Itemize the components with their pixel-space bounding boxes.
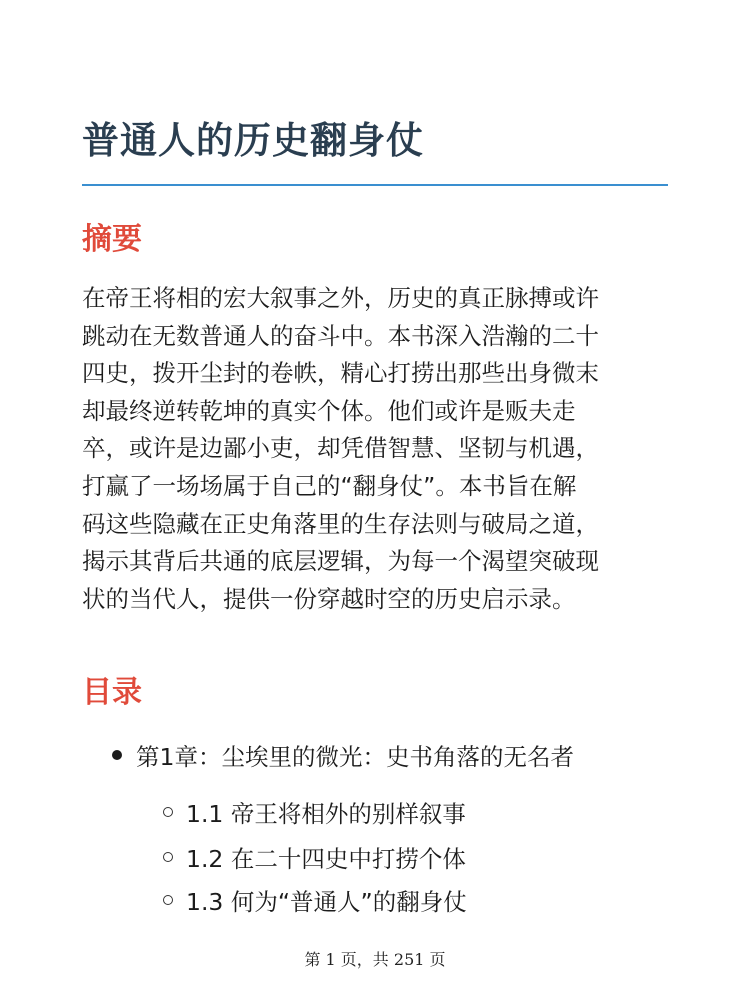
abstract-line: 却最终逆转乾坤的真实个体。他们或许是贩夫走	[82, 396, 576, 425]
toc-section-label: 1.2 在二十四史中打捞个体	[186, 845, 466, 873]
abstract-line: 卒，或许是边鄙小吏，却凭借智慧、坚韧与机遇，	[82, 434, 599, 463]
toc-chapter-item[interactable]	[112, 736, 574, 774]
toc-heading: 目录	[82, 675, 142, 710]
document-title: 普通人的历史翻身仗	[82, 119, 424, 162]
toc-section-label: 1.1 帝王将相外的别样叙事	[186, 800, 466, 828]
toc-section-item[interactable]	[163, 882, 467, 918]
toc-section-item[interactable]	[163, 839, 466, 875]
bullet-circle-icon	[163, 807, 173, 817]
abstract-line: 揭示其背后共通的底层逻辑，为每一个渴望突破现	[82, 547, 599, 576]
abstract-line: 状的当代人，提供一份穿越时空的历史启示录。	[82, 584, 576, 613]
toc-chapter-label: 第1章：尘埃里的微光：史书角落的无名者	[136, 743, 574, 771]
abstract-line: 打赢了一场场属于自己的“翻身仗”。本书旨在解	[82, 471, 577, 500]
abstract-line: 四史，拨开尘封的卷帙，精心打捞出那些出身微末	[82, 359, 599, 388]
abstract-heading: 摘要	[82, 222, 142, 257]
bullet-disc-icon	[112, 750, 122, 760]
page-number-footer: 第 1 页，共 251 页	[304, 950, 446, 969]
abstract-line: 在帝王将相的宏大叙事之外，历史的真正脉搏或许	[82, 284, 599, 312]
title-divider	[82, 184, 668, 186]
toc-section-label: 1.3 何为“普通人”的翻身仗	[186, 888, 467, 916]
bullet-circle-icon	[163, 852, 173, 862]
abstract-line: 跳动在无数普通人的奋斗中。本书深入浩瀚的二十	[82, 321, 599, 350]
abstract-line: 码这些隐藏在正史角落里的生存法则与破局之道，	[82, 509, 599, 538]
abstract-paragraph	[82, 280, 682, 618]
bullet-circle-icon	[163, 895, 173, 905]
toc-section-item[interactable]	[163, 794, 466, 830]
